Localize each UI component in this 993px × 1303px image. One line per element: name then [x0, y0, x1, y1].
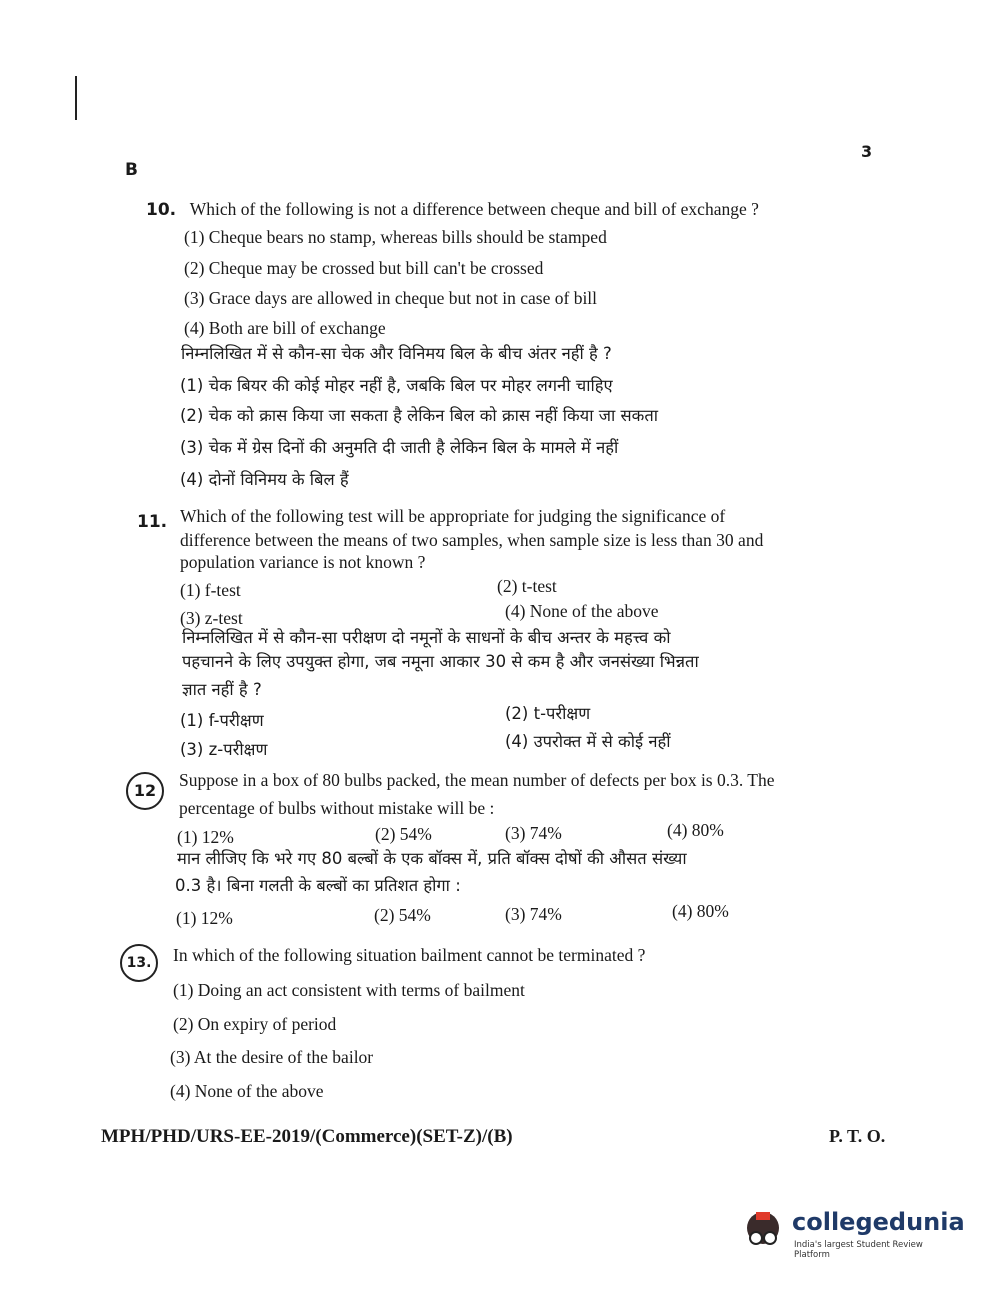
hindi-question-12-line-1: मान लीजिए कि भरे गए 80 बल्बों के एक बॉक्स में, प्रति बॉक्स दोषों की औसत संख्या	[177, 849, 687, 868]
collegedunia-logo	[738, 1206, 965, 1260]
option-12-4: (4) 80%	[667, 820, 724, 840]
hindi-option-10-4: (4) दोनों विनिमय के बिल हैं	[180, 470, 349, 489]
option-12-2: (2) 54%	[375, 824, 432, 844]
question-12-line-1: Suppose in a box of 80 bulbs packed, the mean number of defects per box is 0.3. The	[179, 770, 775, 790]
margin-mark	[75, 76, 77, 120]
question-number: 11.	[137, 512, 168, 532]
logo-wordmark: collegedunia	[792, 1208, 965, 1236]
hindi-option-11-3: (3) z-परीक्षण	[180, 740, 268, 759]
question-11-line-1: Which of the following test will be appropriate for judging the significance of	[180, 506, 726, 526]
option-11-4: (4) None of the above	[505, 601, 659, 621]
option-13-3: (3) At the desire of the bailor	[170, 1047, 374, 1067]
question-10-hindi: निम्नलिखित में से कौन-सा चेक और विनिमय बिल के बीच अंतर नहीं है ?	[181, 344, 612, 363]
hindi-option-12-4: (4) 80%	[672, 901, 729, 921]
hindi-option-11-4: (4) उपरोक्त में से कोई नहीं	[505, 732, 671, 751]
option-12-3: (3) 74%	[505, 823, 562, 843]
logo-tagline: India's largest Student Review Platform	[794, 1240, 923, 1260]
option-11-1: (1) f-test	[180, 580, 241, 600]
hindi-option-10-2: (2) चेक को क्रास किया जा सकता है लेकिन बिल को क्रास नहीं किया जा सकता	[180, 406, 659, 425]
question-number-circled	[126, 772, 164, 810]
option-11-3: (3) z-test	[180, 608, 243, 628]
option-11-2: (2) t-test	[497, 576, 557, 596]
paper-code: MPH/PHD/URS-EE-2019/(Commerce)(SET-Z)/(B)	[101, 1126, 513, 1147]
option-10-1: (1) Cheque bears no stamp, whereas bills should be stamped	[184, 227, 607, 247]
set-letter: B	[125, 160, 138, 180]
hindi-option-12-1: (1) 12%	[176, 908, 233, 928]
hindi-question-11-line-2: पहचानने के लिए उपयुक्त होगा, जब नमूना आकार 30 से कम है और जनसंख्या भिन्नता	[182, 652, 699, 671]
option-10-3: (3) Grace days are allowed in cheque but not in case of bill	[184, 288, 598, 308]
question-12-line-2: percentage of bulbs without mistake will be :	[179, 798, 495, 818]
option-12-1: (1) 12%	[177, 827, 234, 847]
logo-mascot-icon	[738, 1206, 788, 1256]
question-11-line-2: difference between the means of two samples, when sample size is less than 30 and	[180, 530, 764, 550]
question-11-line-3: population variance is not known ?	[180, 552, 426, 572]
question-13-english: In which of the following situation bailment cannot be terminated ?	[173, 945, 646, 965]
option-10-2: (2) Cheque may be crossed but bill can't be crossed	[184, 258, 544, 278]
hindi-option-11-2: (2) t-परीक्षण	[505, 704, 591, 723]
question-10-english: Which of the following is not a difference between cheque and bill of exchange ?	[189, 199, 759, 219]
option-10-4: (4) Both are bill of exchange	[184, 318, 386, 338]
hindi-question-11-line-3: ज्ञात नहीं है ?	[182, 680, 262, 699]
page-number: 3	[861, 142, 873, 161]
question-number-circled	[120, 944, 158, 982]
option-13-2: (2) On expiry of period	[173, 1014, 337, 1034]
hindi-question-12-line-2: 0.3 है। बिना गलती के बल्बों का प्रतिशत होगा :	[175, 876, 461, 895]
question-number: 10.	[146, 200, 177, 220]
hindi-option-10-3: (3) चेक में ग्रेस दिनों की अनुमति दी जाती है लेकिन बिल के मामले में नहीं	[180, 438, 619, 457]
hindi-question-11-line-1: निम्नलिखित में से कौन-सा परीक्षण दो नमूनों के साधनों के बीच अन्तर के महत्त्व को	[182, 628, 671, 647]
question-number: 13.	[120, 944, 158, 982]
hindi-option-11-1: (1) f-परीक्षण	[180, 711, 264, 730]
hindi-option-12-3: (3) 74%	[505, 904, 562, 924]
option-13-4: (4) None of the above	[170, 1081, 324, 1101]
hindi-option-12-2: (2) 54%	[374, 905, 431, 925]
question-number: 12	[126, 772, 164, 810]
question-10-text	[146, 201, 759, 220]
hindi-option-10-1: (1) चेक बियर की कोई मोहर नहीं है, जबकि बिल पर मोहर लगनी चाहिए	[180, 376, 613, 395]
option-13-1: (1) Doing an act consistent with terms of bailment	[173, 980, 525, 1000]
pto-label: P. T. O.	[829, 1126, 886, 1146]
